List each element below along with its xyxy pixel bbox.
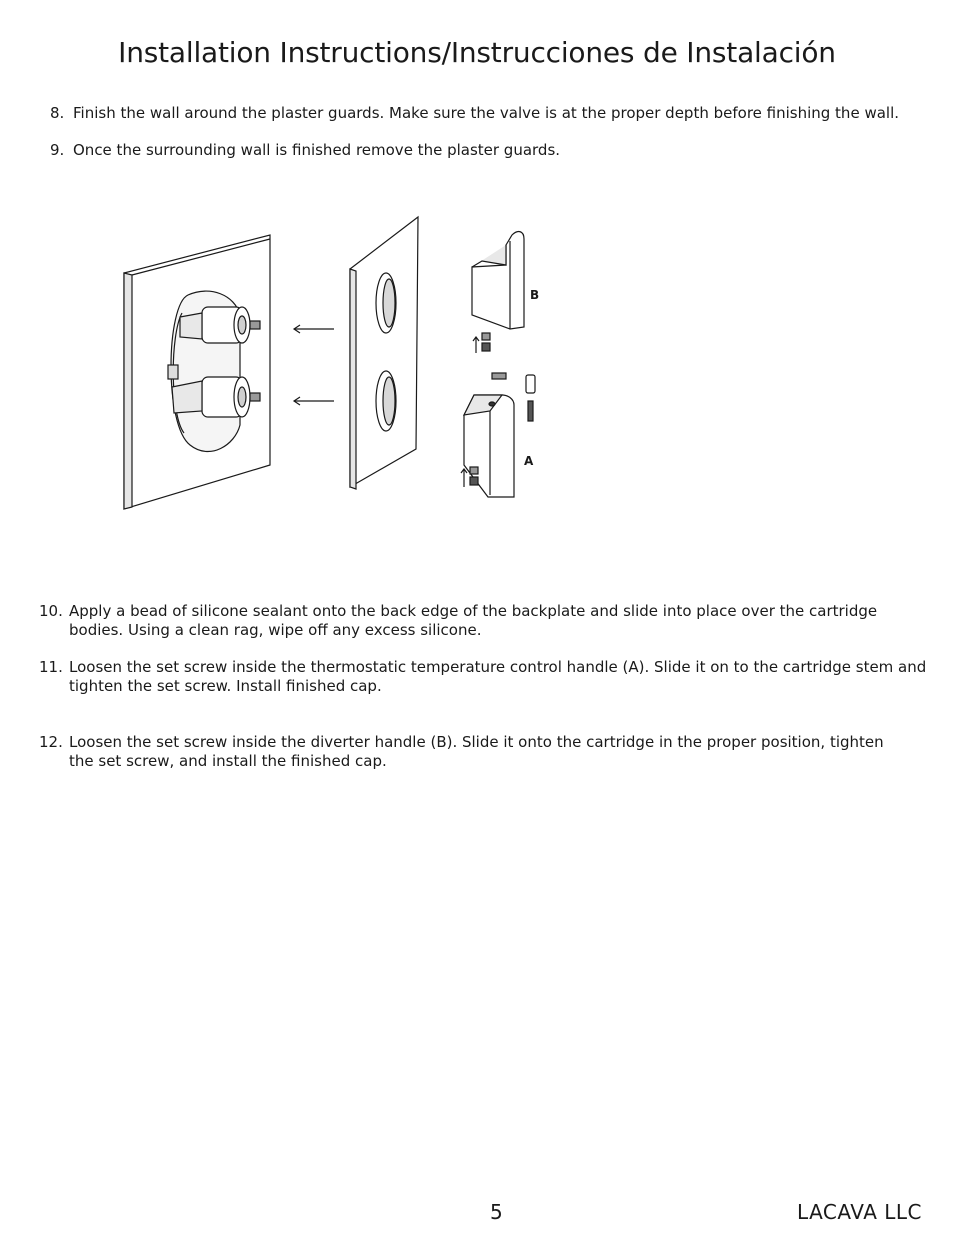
step-number: 10.: [39, 602, 63, 620]
step-number: 8.: [50, 104, 65, 122]
backplate: [350, 217, 418, 489]
installation-diagram: [110, 205, 560, 525]
handle-a-label: A: [524, 454, 534, 468]
company-name: LACAVA LLC: [797, 1200, 922, 1224]
step-text: bodies. Using a clean rag, wipe off any excess silicone.: [69, 621, 482, 639]
step-text: Finish the wall around the plaster guards. Make sure the valve is at the proper depth before finishing the wall.: [73, 104, 900, 122]
handle-b-label: B: [530, 288, 540, 302]
step-text: Loosen the set screw inside the diverter handle (B). Slide it onto the cartridge in the proper position, tighten: [69, 733, 884, 751]
step-text: tighten the set screw. Install finished cap.: [69, 677, 382, 695]
set-screw-icon: [473, 333, 490, 353]
step-text: the set screw, and install the finished cap.: [69, 752, 387, 770]
step-text: Loosen the set screw inside the thermostatic temperature control handle (A). Slide it on to the cartridge stem and: [69, 658, 927, 676]
diverter-handle: [472, 232, 539, 329]
set-screw-icon: [461, 467, 478, 487]
step-number: 11.: [39, 658, 63, 676]
step-12: [39, 733, 934, 773]
arrow-icon: [294, 325, 334, 405]
step-text: Once the surrounding wall is finished remove the plaster guards.: [73, 141, 561, 159]
step-number: 12.: [39, 733, 63, 751]
page-title: Installation Instructions/Instrucciones de Instalación: [118, 36, 836, 69]
step-11: [39, 658, 934, 698]
step-10: [39, 602, 934, 642]
page-number: 5: [490, 1200, 503, 1224]
step-text: Apply a bead of silicone sealant onto the back edge of the backplate and slide into place over the cartridge: [69, 602, 878, 620]
step-number: 9.: [50, 141, 65, 159]
